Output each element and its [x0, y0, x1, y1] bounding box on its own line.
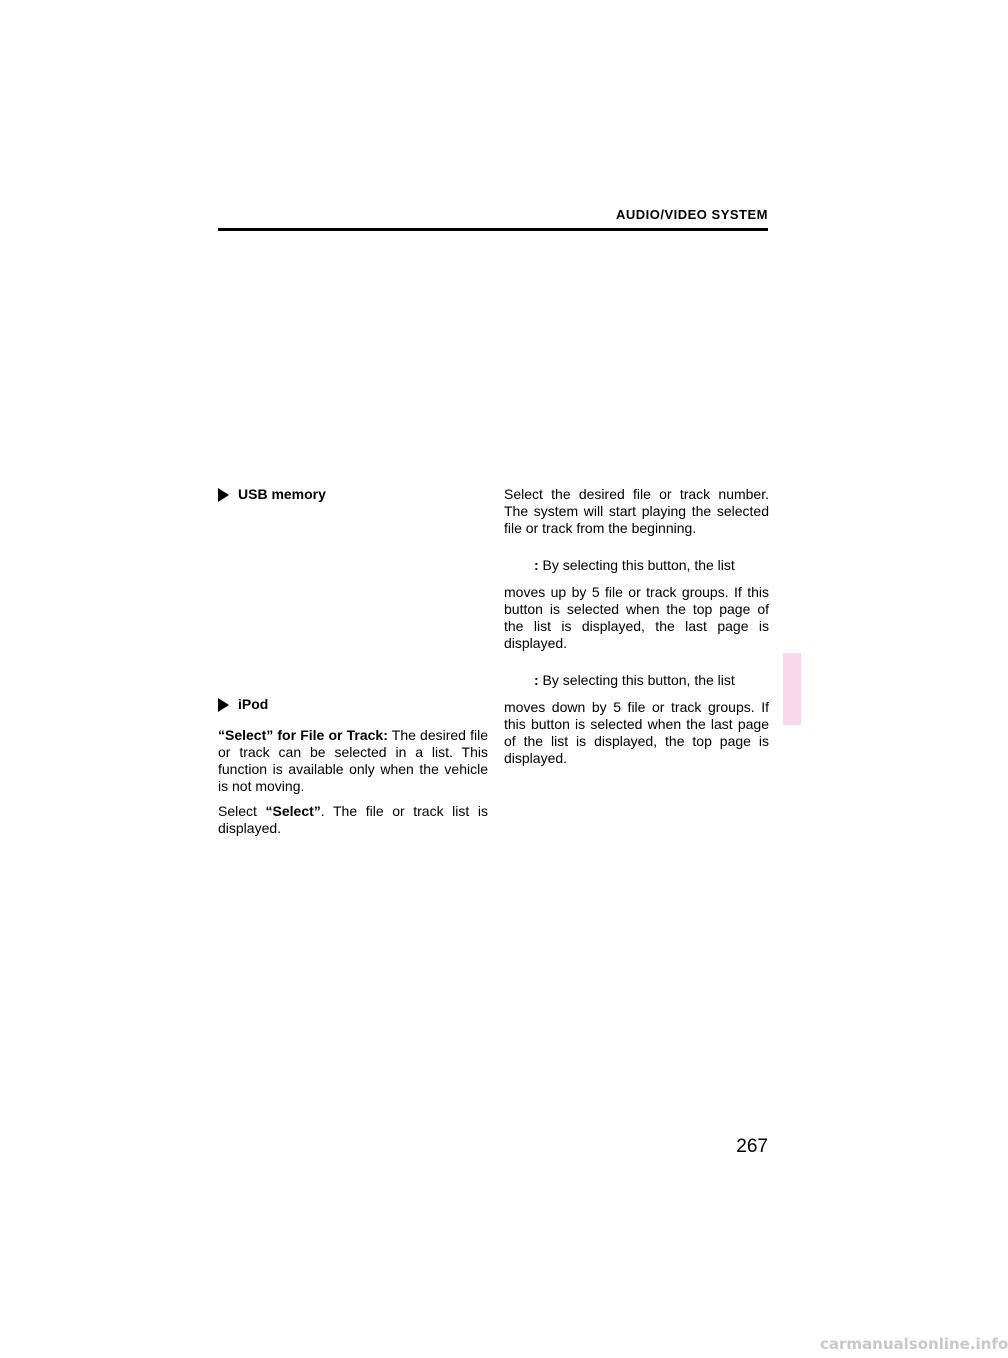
select-text: The desired file or track can be selected in a list. This function is available only when the vehicle is not moving.	[218, 727, 488, 794]
left-column	[218, 486, 488, 837]
down-first-line: By selecting this button, the list	[538, 672, 735, 688]
up-first-line: By selecting this button, the list	[538, 557, 735, 573]
select-instr-suffix: . The file or track list is displayed.	[218, 803, 488, 836]
ipod-heading-label: iPod	[238, 696, 269, 712]
select-instr-bold: “Select”	[265, 803, 321, 819]
usb-heading	[218, 486, 488, 503]
right-column	[504, 486, 769, 767]
up-colon: :	[534, 557, 539, 573]
header-rule	[218, 228, 768, 231]
watermark: carmanualsonline.info	[820, 1335, 1008, 1353]
page-number: 267	[736, 1136, 768, 1157]
down-colon: :	[534, 672, 539, 688]
down-button-row	[534, 672, 769, 689]
arrow-right-icon	[218, 698, 229, 712]
down-description: moves down by 5 file or track groups. If this button is selected when the last page of the list is displayed, the top page is displayed.	[504, 699, 769, 766]
up-button-row	[534, 557, 769, 574]
usb-heading-label: USB memory	[238, 486, 326, 502]
select-description	[218, 727, 488, 795]
select-label: “Select” for File or Track:	[218, 727, 388, 743]
select-instruction	[218, 803, 488, 837]
section-header: AUDIO/VIDEO SYSTEM	[615, 207, 768, 222]
intro-text: Select the desired file or track number. The system will start playing the selected file or track from the beginning.	[504, 486, 769, 536]
tab-fill	[783, 653, 801, 725]
ipod-heading	[218, 696, 488, 713]
up-description: moves up by 5 file or track groups. If this button is selected when the top page of the list is displayed, the last page is displayed.	[504, 584, 769, 651]
section-tab-marker	[783, 653, 801, 725]
select-instr-prefix: Select	[218, 803, 266, 819]
arrow-right-icon	[218, 488, 229, 502]
